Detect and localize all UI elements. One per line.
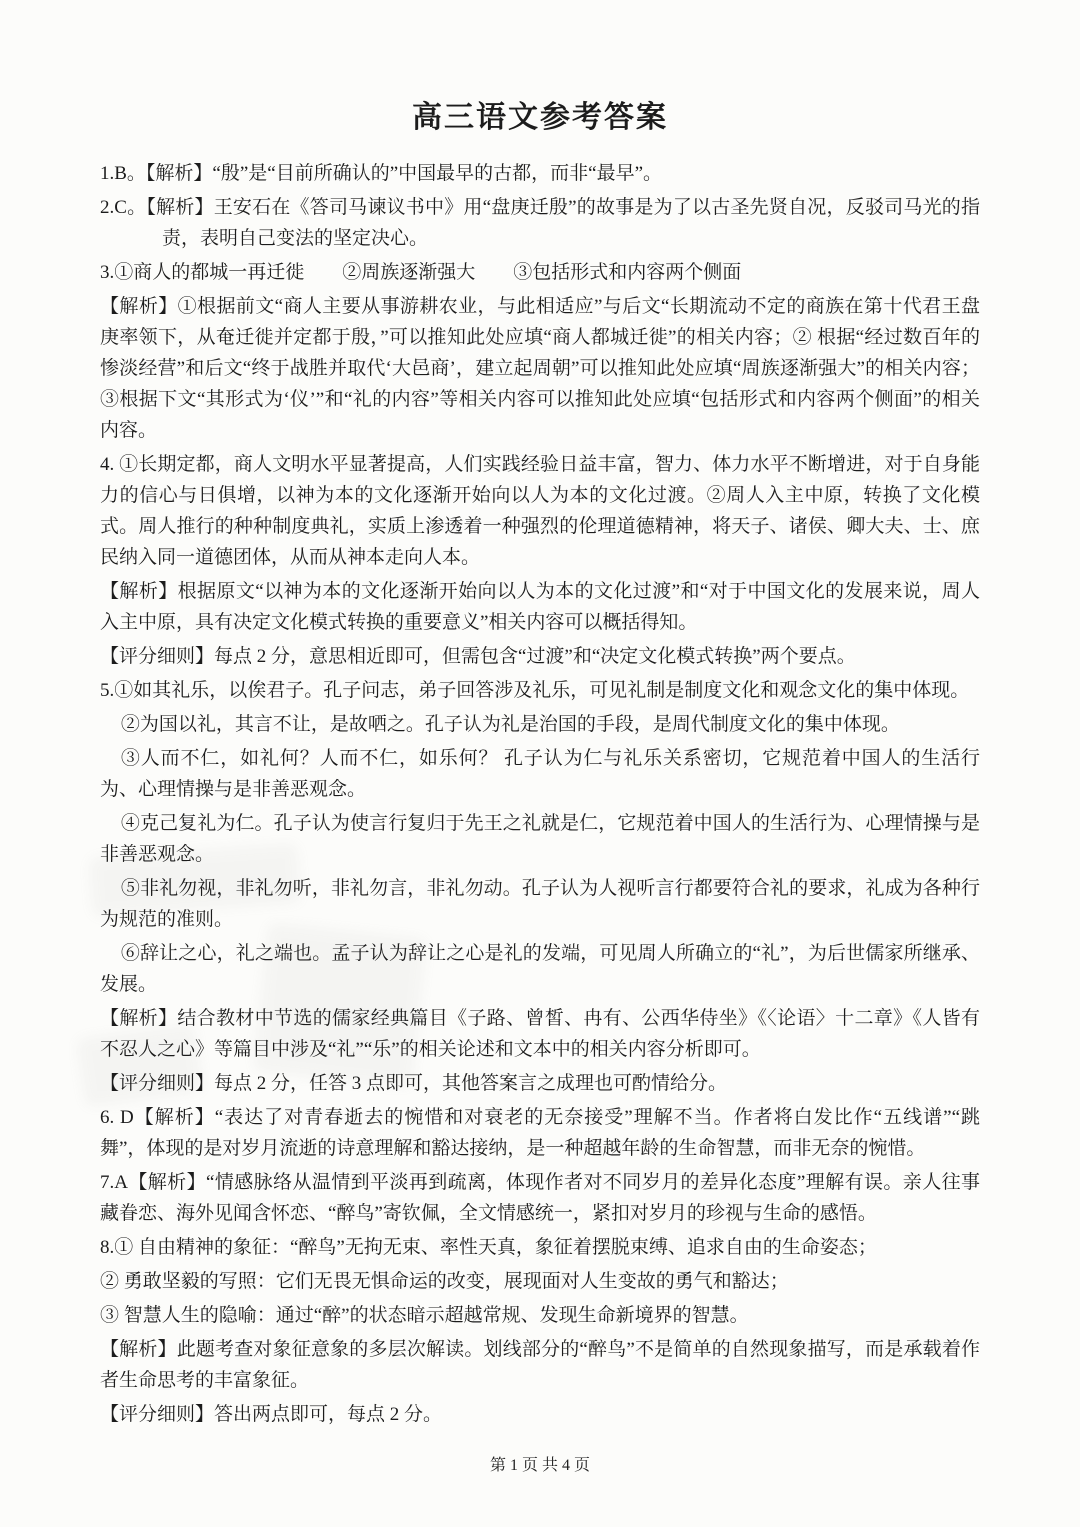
paragraph: ③ 智慧人生的隐喻：通过“醉”的状态暗示超越常规、发现生命新境界的智慧。 [100, 1305, 749, 1326]
paragraph: 4. ①长期定都，商人文明水平显著提高，人们实践经验日益丰富，智力、体力水平不断增进，对于自身能力的信心与日俱增，以神为本的文化逐渐开始向以人为本的文化过渡。②周人入主中原，转换了文化模式。周人推行的种种制度典礼，实质上渗透着一种强烈的伦理道德精神，将天子、诸侯、卿大夫、士、庶民纳入同一道德团体，从而从神本走向人本。 [100, 454, 980, 568]
paragraph: 5.①如其礼乐，以俟君子。孔子问志，弟子回答涉及礼乐，可见礼制是制度文化和观念文化的集中体现。 [100, 680, 970, 701]
paragraph: ②为国以礼，其言不让，是故哂之。孔子认为礼是治国的手段，是周代制度文化的集中体现。 [120, 714, 900, 735]
paragraph: 6. D【解析】“表达了对青春逝去的惋惜和对衰老的无奈接受”理解不当。作者将白发比作“五线谱”“跳舞”，体现的是对岁月流逝的诗意理解和豁达接纳，是一种超越年龄的生命智慧，而非无奈的惋惜。 [100, 1107, 980, 1159]
paragraph: 3.①商人的都城一再迁徙 ②周族逐渐强大 ③包括形式和内容两个侧面 [100, 262, 742, 283]
paragraph: 【评分细则】每点 2 分，意思相近即可，但需包含“过渡”和“决定文化模式转换”两个要点。 [100, 646, 856, 667]
paragraph: ④克己复礼为仁。孔子认为使言行复归于先王之礼就是仁，它规范着中国人的生活行为、心理情操与是非善恶观念。 [100, 813, 980, 865]
paragraph: 2.C。【解析】王安石在《答司马谏议书中》用“盘庚迁殷”的故事是为了以古圣先贤自况，反驳司马光的指责，表明自己变法的坚定决心。 [100, 197, 980, 249]
paragraph: ⑥辞让之心，礼之端也。孟子认为辞让之心是礼的发端，可见周人所确立的“礼”，为后世儒家所继承、发展。 [100, 943, 980, 995]
paragraph: 8.① 自由精神的象征：“醉鸟”无拘无束、率性天真，象征着摆脱束缚、追求自由的生命姿态； [100, 1237, 877, 1258]
page-footer: 第 1 页 共 4 页 [489, 1457, 590, 1474]
paragraph: 【评分细则】答出两点即可，每点 2 分。 [100, 1404, 443, 1425]
paragraph: 7.A【解析】“情感脉络从温情到平淡再到疏离，体现作者对不同岁月的差异化态度”理解有误。亲人往事藏眷恋、海外见闻含怀恋、“醉鸟”寄钦佩，全文情感统一，紧扣对岁月的珍视与生命的感悟。 [100, 1172, 980, 1224]
paragraph: 【解析】根据原文“以神为本的文化逐渐开始向以人为本的文化过渡”和“对于中国文化的发展来说，周人入主中原，具有决定文化模式转换的重要意义”相关内容可以概括得知。 [100, 581, 980, 633]
paragraph: 【解析】①根据前文“商人主要从事游耕农业，与此相适应”与后文“长期流动不定的商族在第十代君王盘庚率领下，从奄迁徙并定都于殷，”可以推知此处应填“商人都城迁徙”的相关内容；② 根据“经过数百年的惨淡经营”和后文“终于战胜并取代‘大邑商’，建立起周朝”可以推知此处应填“周族逐渐强大”的相关内容；③根据下文“其形式为‘仪’”和“礼的内容”等相关内容可以推知此处应填“包括形式和内容两个侧面”的相关内容。 [100, 296, 980, 441]
paragraph: 【评分细则】每点 2 分，任答 3 点即可，其他答案言之成理也可酌情给分。 [100, 1073, 728, 1094]
paragraph: ② 勇敢坚毅的写照：它们无畏无惧命运的改变，展现面对人生变故的勇气和豁达； [100, 1271, 789, 1292]
paragraph: 【解析】结合教材中节选的儒家经典篇目《子路、曾皙、冉有、公西华侍坐》《〈论语〉十二章》《人皆有不忍人之心》等篇目中涉及“礼”“乐”的相关论述和文本中的相关内容分析即可。 [100, 1008, 980, 1060]
paragraph: 【解析】此题考查对象征意象的多层次解读。划线部分的“醉鸟”不是简单的自然现象描写，而是承载着作者生命思考的丰富象征。 [100, 1339, 980, 1391]
document-body [100, 158, 980, 1430]
paragraph: 1.B。【解析】“殷”是“目前所确认的”中国最早的古都，而非“最早”。 [100, 163, 663, 184]
page-title: 高三语文参考答案 [412, 101, 668, 134]
paragraph: ③人而不仁，如礼何？人而不仁，如乐何？ 孔子认为仁与礼乐关系密切，它规范着中国人的生活行为、心理情操与是非善恶观念。 [100, 748, 980, 800]
paragraph: ⑤非礼勿视，非礼勿听，非礼勿言，非礼勿动。孔子认为人视听言行都要符合礼的要求，礼成为各种行为规范的准则。 [100, 878, 980, 930]
